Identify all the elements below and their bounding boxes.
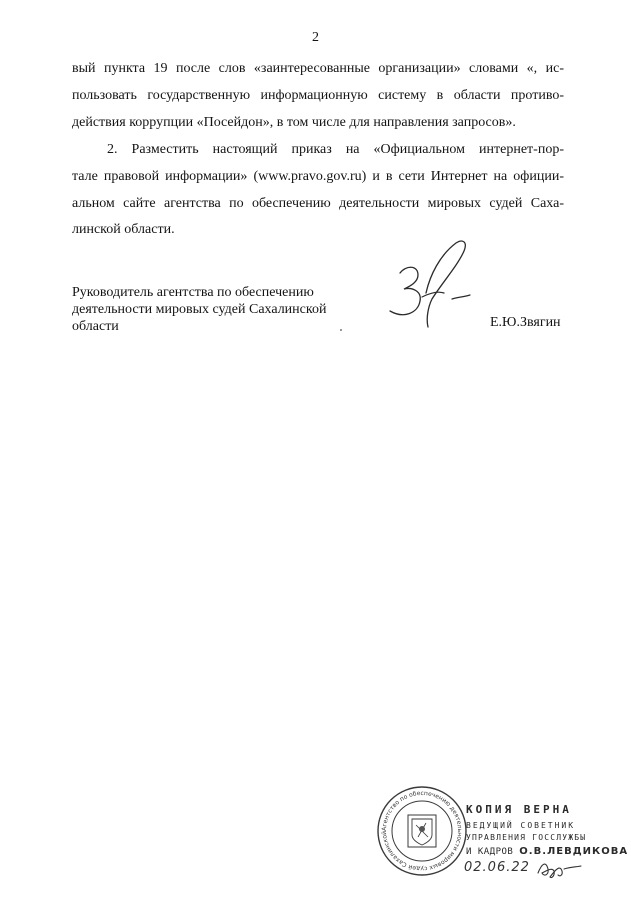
- page-number: 2: [312, 30, 319, 45]
- stamp-dept-prefix: И КАДРОВ: [466, 847, 514, 857]
- signer-title-line: Руководитель агентства по обеспечению: [72, 285, 314, 300]
- signer-title-line: области: [72, 319, 119, 334]
- signer-name: Е.Ю.Звягин: [490, 315, 561, 330]
- dot-mark: [340, 329, 342, 331]
- text-line: действия коррупции «Посейдон», в том числе для направления запросов».: [72, 115, 516, 130]
- stamp-department-line: УПРАВЛЕНИЯ ГОССЛУЖБЫ: [466, 833, 587, 842]
- stamp-position-line: ВЕДУЩИЙ СОВЕТНИК: [466, 821, 576, 830]
- text-line: пользовать государственную информационную систему в области противо-: [72, 88, 564, 103]
- text-line: альном сайте агентства по обеспечению деятельности мировых судей Саха-: [72, 196, 564, 211]
- stamp-date: 02.06.22: [464, 860, 530, 875]
- stamp-initials-signature: [536, 855, 582, 881]
- stamp-copy-label: КОПИЯ ВЕРНА: [466, 803, 572, 816]
- seal-ring-text: Агентство по обеспечению деятельности мировых судей Сахалинской: [380, 789, 464, 873]
- text-line: 2. Разместить настоящий приказ на «Официальном интернет-пор-: [107, 142, 564, 157]
- handwritten-signature: [382, 235, 472, 340]
- signer-title-line: деятельности мировых судей Сахалинской: [72, 302, 327, 317]
- text-line: тале правовой информации» (www.pravo.gov.ru) и в сети Интернет на официи-: [72, 169, 564, 184]
- text-line: линской области.: [72, 222, 175, 237]
- official-seal: [376, 785, 468, 877]
- stamp-officer-name: О.В.ЛЕВДИКОВА: [519, 846, 629, 857]
- text-line: вый пункта 19 после слов «заинтересованные организации» словами «, ис-: [72, 61, 564, 76]
